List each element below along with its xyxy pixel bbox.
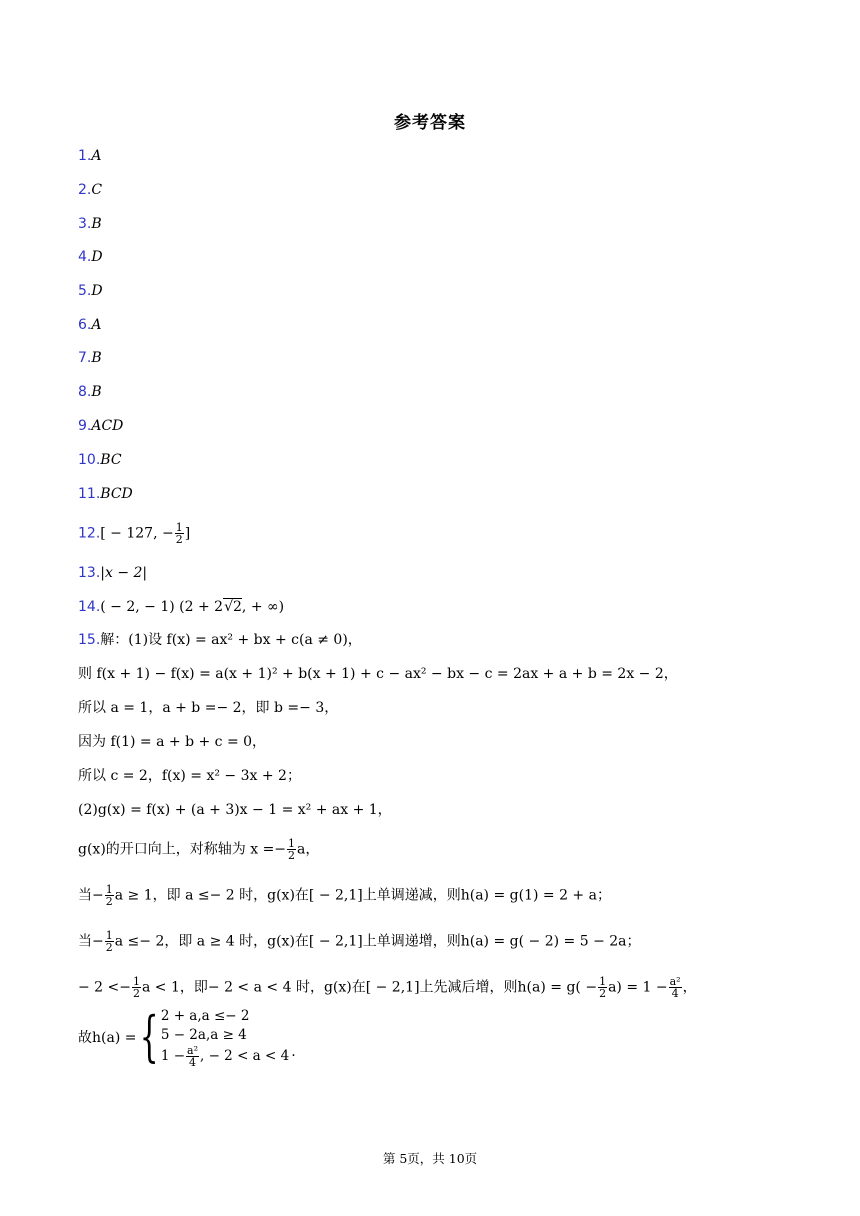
answer-line-12 bbox=[78, 522, 190, 545]
solution-line bbox=[78, 884, 611, 907]
solution-line bbox=[78, 732, 266, 752]
denominator: 2 bbox=[175, 533, 183, 546]
solution-text: 解：(1)设 f(x) = ax² + bx + c(a ≠ 0)， bbox=[100, 632, 362, 648]
denominator: 2 bbox=[105, 941, 113, 954]
case-text: , − 2 < a < 4 bbox=[200, 1047, 290, 1064]
answer-text: D bbox=[91, 283, 103, 299]
fraction bbox=[669, 976, 682, 999]
question-number: 12. bbox=[78, 525, 101, 542]
question-number: 3. bbox=[78, 216, 92, 232]
case-text: 1 − bbox=[160, 1047, 186, 1064]
question-number: 1. bbox=[78, 148, 92, 164]
denominator: 2 bbox=[105, 895, 113, 908]
denominator: 2 bbox=[288, 849, 296, 862]
solution-line bbox=[78, 976, 697, 999]
answer-line bbox=[78, 214, 102, 234]
numerator: 1 bbox=[175, 521, 183, 534]
answer-text: ACD bbox=[91, 418, 124, 434]
answer-text: A bbox=[91, 148, 102, 164]
answer-text: B bbox=[91, 384, 102, 400]
answer-line bbox=[78, 281, 103, 301]
answer-line bbox=[78, 450, 122, 470]
solution-line bbox=[78, 800, 392, 820]
answer-line-13 bbox=[78, 563, 147, 583]
solution-line bbox=[78, 698, 338, 718]
solution-line bbox=[78, 838, 319, 861]
denominator: 4 bbox=[189, 1055, 197, 1069]
question-number: 11. bbox=[78, 486, 101, 502]
solution-text: 当− bbox=[78, 933, 104, 950]
solution-line bbox=[78, 630, 362, 650]
solution-text: 所以 a = 1，a + b =− 2，即 b =− 3， bbox=[78, 700, 339, 716]
solution-line bbox=[78, 664, 678, 684]
denominator: 4 bbox=[671, 987, 679, 1000]
question-number: 4. bbox=[78, 249, 92, 265]
brace-symbol: { bbox=[140, 1005, 160, 1068]
solution-text: g(x)的开口向上，对称轴为 x =− bbox=[78, 841, 287, 858]
cases-list bbox=[161, 1007, 289, 1068]
solution-text: ， bbox=[682, 979, 697, 996]
solution-text: (2)g(x) = f(x) + (a + 3)x − 1 = x² + ax + 1， bbox=[78, 802, 392, 818]
solution-text: 则 f(x + 1) − f(x) = a(x + 1)² + b(x + 1) + c − ax² − bx − c = 2ax + a + b = 2x − 2， bbox=[78, 666, 678, 682]
solution-text: 因为 f(1) = a + b + c = 0， bbox=[78, 734, 267, 750]
denominator: 2 bbox=[599, 987, 607, 1000]
question-number: 15. bbox=[78, 632, 101, 648]
fraction bbox=[132, 976, 141, 999]
answer-text: |x − 2| bbox=[100, 565, 148, 581]
fraction bbox=[287, 838, 296, 861]
answer-line bbox=[78, 382, 102, 402]
numerator: 1 bbox=[599, 975, 607, 988]
answer-text: D bbox=[91, 249, 103, 265]
answer-text: B bbox=[91, 216, 102, 232]
answer-line bbox=[78, 247, 103, 267]
answer-text: ( − 2, − 1) (2 + 2 bbox=[100, 599, 224, 615]
numerator: a² bbox=[187, 1043, 198, 1057]
solution-text: a) = 1 − bbox=[608, 979, 668, 996]
piecewise-definition bbox=[78, 1006, 296, 1068]
answer-line-14 bbox=[78, 597, 284, 617]
answer-text: , + ∞) bbox=[241, 599, 285, 615]
case-line: 5 − 2a,a ≥ 4 bbox=[160, 1026, 247, 1043]
fraction bbox=[175, 522, 184, 545]
case-line bbox=[161, 1045, 289, 1068]
solution-text: a ≥ 1，即 a ≤− 2 时，g(x)在[ − 2,1]上单调递减，则h(a) = g(1) = 2 + a； bbox=[114, 887, 611, 904]
period: . bbox=[291, 1044, 296, 1060]
solution-text: 故h(a) = bbox=[78, 1030, 137, 1046]
solution-text: a， bbox=[297, 841, 320, 858]
fraction bbox=[186, 1045, 199, 1068]
answer-text: [ − 127, − bbox=[100, 525, 174, 542]
answer-line bbox=[78, 315, 101, 335]
numerator: 1 bbox=[105, 929, 113, 942]
answer-text: A bbox=[91, 317, 102, 333]
solution-line bbox=[78, 766, 301, 786]
fraction bbox=[105, 930, 114, 953]
answer-text: ] bbox=[184, 525, 191, 542]
answer-line bbox=[78, 146, 101, 166]
solution-text: 当− bbox=[78, 887, 104, 904]
solution-text: − 2 <− bbox=[78, 979, 131, 996]
question-number: 2. bbox=[78, 182, 92, 198]
answer-line bbox=[78, 484, 133, 504]
question-number: 10. bbox=[78, 452, 101, 468]
question-number: 6. bbox=[78, 317, 92, 333]
fraction bbox=[598, 976, 607, 999]
answer-text: C bbox=[91, 182, 103, 198]
question-number: 13. bbox=[78, 565, 101, 581]
solution-text: a ≤− 2，即 a ≥ 4 时，g(x)在[ − 2,1]上单调递增，则h(a) = g( − 2) = 5 − 2a； bbox=[114, 933, 641, 950]
answer-line bbox=[78, 416, 123, 436]
numerator: 1 bbox=[133, 975, 140, 988]
radicand: 2 bbox=[233, 599, 242, 615]
numerator: a² bbox=[669, 975, 681, 988]
solution-text: 所以 c = 2，f(x) = x² − 3x + 2； bbox=[78, 768, 301, 784]
answer-text: BC bbox=[100, 452, 122, 468]
answer-line bbox=[78, 180, 102, 200]
question-number: 9. bbox=[78, 418, 92, 434]
answer-line bbox=[78, 348, 102, 368]
numerator: 1 bbox=[105, 883, 113, 896]
page-title: 参考答案 bbox=[394, 113, 466, 133]
page-footer: 第 5页，共 10页 bbox=[382, 1151, 478, 1166]
numerator: 1 bbox=[288, 837, 296, 850]
solution-text: a < 1，即− 2 < a < 4 时，g(x)在[ − 2,1]上先减后增，则h(a) = g( − bbox=[142, 979, 598, 996]
question-number: 14. bbox=[78, 599, 101, 615]
case-line: 2 + a,a ≤− 2 bbox=[160, 1007, 250, 1024]
answer-text: B bbox=[91, 350, 102, 366]
fraction bbox=[105, 884, 114, 907]
answer-text: BCD bbox=[100, 486, 133, 502]
question-number: 7. bbox=[78, 350, 92, 366]
question-number: 5. bbox=[78, 283, 92, 299]
sqrt-radicand: √2 bbox=[224, 599, 242, 615]
denominator: 2 bbox=[133, 987, 140, 1000]
solution-line bbox=[78, 930, 641, 953]
question-number: 8. bbox=[78, 384, 92, 400]
